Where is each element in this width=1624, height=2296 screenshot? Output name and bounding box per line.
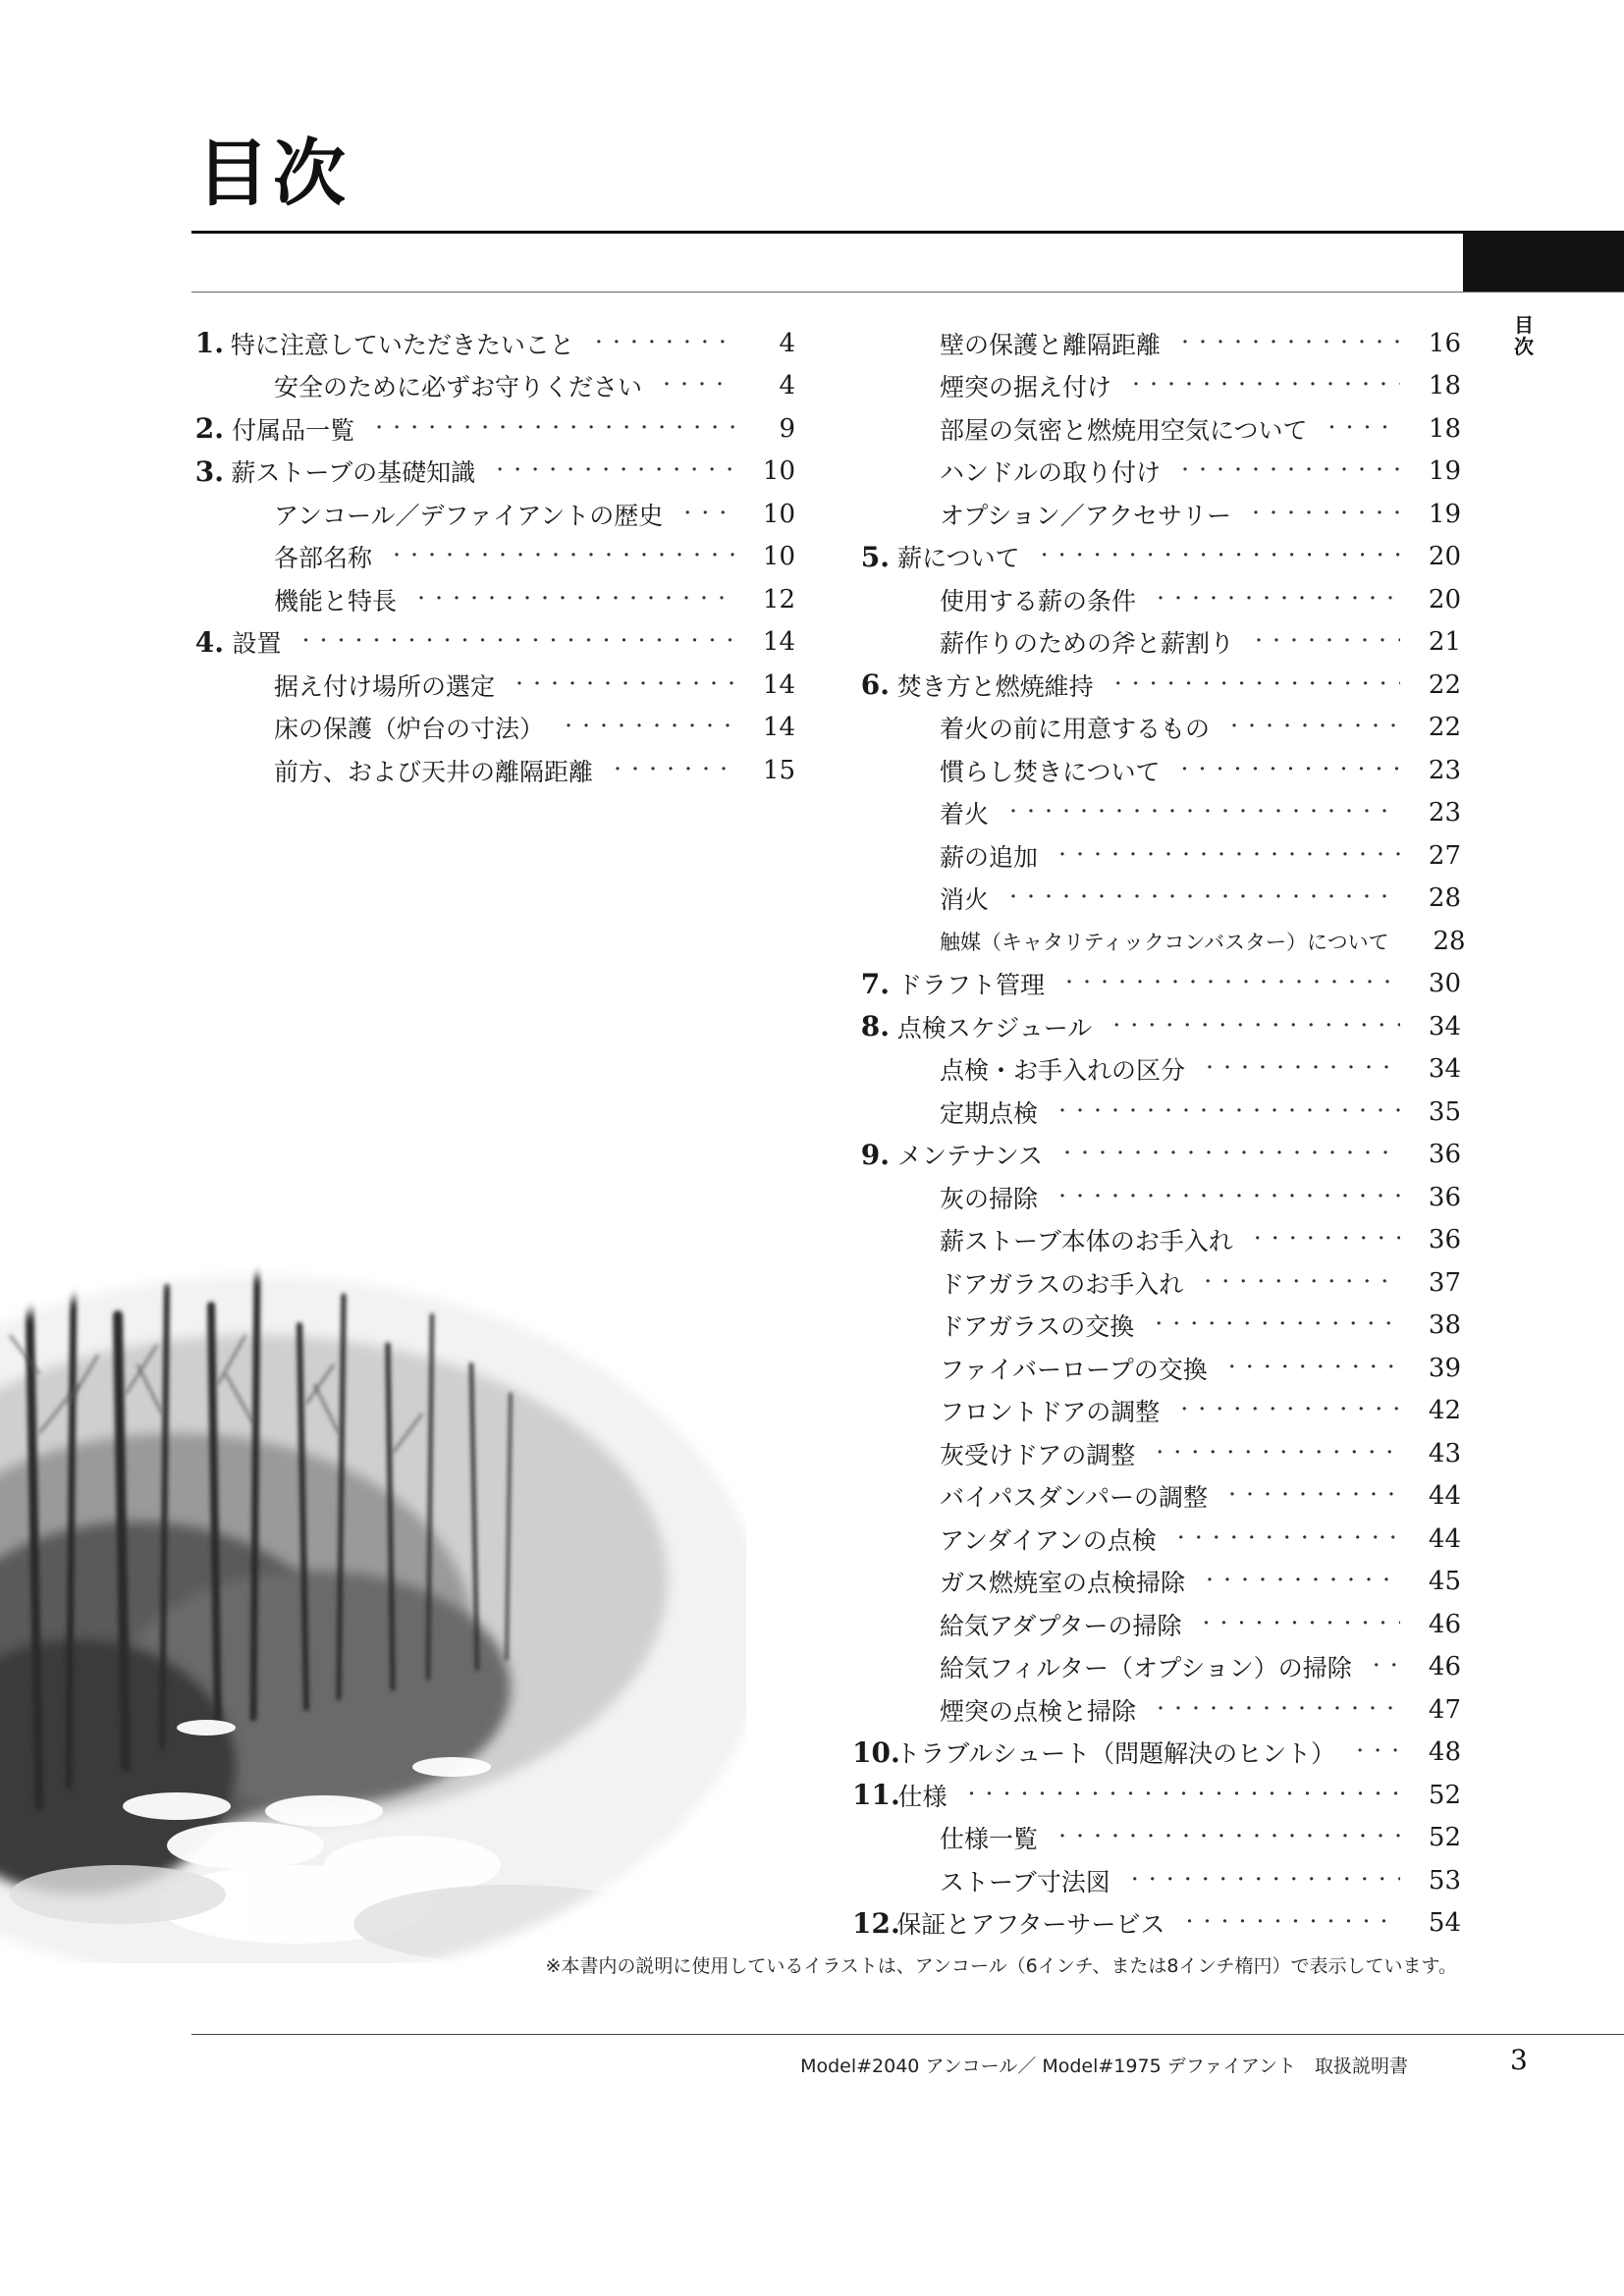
toc-leader-dots	[1247, 506, 1400, 523]
toc-page-number: 46	[1428, 1652, 1461, 1682]
toc-leader-dots	[1126, 1872, 1400, 1890]
toc-page-number: 23	[1428, 755, 1461, 785]
toc-entry-title: ストーブ寸法図	[940, 1867, 1110, 1896]
toc-leader-dots	[1223, 1360, 1400, 1377]
side-index-label	[1510, 314, 1538, 357]
toc-page-number: 36	[1428, 1182, 1461, 1212]
toc-entry-title: 点検スケジュール	[896, 1013, 1093, 1042]
toc-entry-title: アンダイアンの点検	[940, 1525, 1157, 1555]
toc-entry-title: 機能と特長	[274, 586, 398, 615]
toc-page-number: 52	[1428, 1823, 1461, 1853]
toc-page-number: 48	[1428, 1737, 1461, 1768]
illustration-footnote: ※本書内の説明に使用しているイラストは、アンコール（6インチ、または8インチ楕円）で表示しています。	[545, 1955, 1457, 1977]
toc-chapter-entry[interactable]	[852, 1732, 1461, 1775]
winter-forest-illustration	[0, 1256, 746, 1963]
toc-page-number: 34	[1428, 1054, 1461, 1085]
toc-section-entry[interactable]	[852, 1475, 1461, 1519]
toc-entry-title: ガス燃焼室の点検掃除	[940, 1569, 1186, 1598]
toc-chapter-number: 8.	[860, 1010, 890, 1043]
toc-entry-title: 据え付け場所の選定	[274, 671, 496, 701]
toc-section-entry[interactable]	[852, 1176, 1461, 1219]
toc-page-number: 10	[762, 542, 795, 572]
toc-chapter-number: 2.	[194, 412, 224, 446]
toc-leader-dots	[590, 335, 734, 352]
toc-page-number: 43	[1428, 1438, 1461, 1468]
toc-entry-title: メンテナンス	[896, 1142, 1043, 1171]
toc-section-entry[interactable]	[852, 451, 1461, 494]
toc-leader-dots	[370, 420, 734, 438]
toc-entry-title: 仕様一覧	[940, 1825, 1039, 1854]
toc-chapter-number: 11.	[852, 1779, 900, 1812]
toc-leader-dots	[1176, 335, 1400, 352]
toc-leader-dots	[1250, 633, 1400, 651]
toc-chapter-entry[interactable]	[187, 322, 795, 365]
toc-page-number: 9	[779, 413, 795, 444]
toc-section-entry[interactable]	[852, 1646, 1461, 1689]
toc-leader-dots	[1201, 1573, 1400, 1590]
toc-page-number: 14	[762, 627, 795, 658]
toc-chapter-number: 7.	[860, 967, 890, 1000]
toc-entry-title: 各部名称	[274, 544, 373, 573]
toc-entry-title: 慣らし焚きについて	[940, 757, 1161, 786]
toc-section-entry[interactable]	[187, 493, 795, 536]
toc-page-number: 38	[1428, 1310, 1461, 1341]
toc-page-number: 18	[1428, 371, 1461, 401]
toc-page-number: 19	[1428, 499, 1461, 529]
toc-entry-title: 仕様	[897, 1782, 947, 1811]
toc-page-number: 44	[1428, 1523, 1461, 1554]
toc-entry-title: 給気アダプターの掃除	[940, 1611, 1182, 1640]
toc-leader-dots	[1152, 591, 1400, 609]
toc-chapter-entry[interactable]	[852, 1902, 1461, 1946]
footer-model-title: Model#2040 アンコール／ Model#1975 デファイアント 取扱説明書	[800, 2056, 1408, 2077]
toc-entry-title: 使用する薪の条件	[940, 586, 1137, 615]
toc-entry-title: ハンドルの取り付け	[940, 458, 1162, 488]
toc-page-number: 23	[1428, 798, 1461, 828]
toc-chapter-number: 3.	[194, 454, 224, 488]
toc-section-entry[interactable]	[852, 1048, 1461, 1092]
toc-entry-title: 着火	[940, 800, 990, 829]
toc-page-number: 42	[1428, 1396, 1461, 1426]
toc-leader-dots	[298, 633, 734, 651]
toc-section-entry[interactable]	[852, 834, 1461, 878]
toc-page-number: 30	[1428, 969, 1461, 999]
toc-page-number: 22	[1428, 669, 1461, 700]
toc-section-entry[interactable]	[187, 536, 795, 579]
toc-entry-title: 着火の前に用意するもの	[940, 715, 1211, 744]
toc-entry-title: 消火	[940, 885, 990, 915]
toc-section-entry[interactable]	[852, 1390, 1461, 1433]
toc-entry-title: 安全のために必ずお守りください	[274, 373, 643, 402]
toc-entry-title: 床の保護（炉台の寸法）	[274, 715, 545, 744]
toc-section-entry[interactable]	[852, 1817, 1461, 1860]
toc-section-entry[interactable]	[852, 1219, 1461, 1262]
toc-entry-title: ドラフト管理	[896, 971, 1045, 1000]
toc-page-number: 28	[1428, 883, 1461, 914]
toc-page-number: 36	[1428, 1225, 1461, 1255]
toc-page-number: 10	[762, 499, 795, 529]
toc-chapter-entry[interactable]	[852, 536, 1461, 579]
toc-entry-title: 焚き方と燃焼維持	[896, 671, 1094, 701]
toc-leader-dots	[1127, 377, 1400, 395]
toc-chapter-number: 4.	[194, 625, 224, 659]
toc-leader-dots	[1004, 889, 1400, 907]
toc-leader-dots	[1351, 1743, 1400, 1761]
toc-leader-dots	[1324, 420, 1400, 438]
toc-page-number: 36	[1428, 1140, 1461, 1170]
toc-page-number: 14	[762, 713, 795, 743]
toc-page-number: 34	[1428, 1011, 1461, 1041]
toc-page-number: 19	[1428, 456, 1461, 487]
toc-entry-title: ファイバーロープの交換	[940, 1355, 1208, 1384]
page-number: 3	[1510, 2044, 1528, 2076]
toc-section-entry[interactable]	[852, 493, 1461, 536]
toc-leader-dots	[1201, 1060, 1400, 1078]
toc-leader-dots	[1054, 847, 1400, 865]
toc-section-entry[interactable]	[852, 1091, 1461, 1134]
toc-entry-title: トラブルシュート（問題解決のヒント）	[895, 1739, 1336, 1769]
toc-page-number: 54	[1428, 1908, 1461, 1939]
toc-page-number: 20	[1428, 542, 1461, 572]
toc-page-number: 16	[1428, 328, 1461, 358]
toc-chapter-entry[interactable]	[187, 451, 795, 494]
toc-leader-dots	[1004, 804, 1400, 822]
toc-section-entry[interactable]	[852, 1432, 1461, 1475]
toc-section-entry[interactable]	[187, 664, 795, 707]
toc-leader-dots	[412, 591, 734, 609]
toc-chapter-number: 12.	[852, 1906, 900, 1940]
toc-section-entry[interactable]	[852, 322, 1461, 365]
toc-leader-dots	[1198, 1616, 1400, 1633]
toc-leader-dots	[560, 719, 734, 736]
toc-entry-title: 薪の追加	[940, 842, 1039, 872]
toc-page-number: 39	[1428, 1353, 1461, 1383]
toc-section-entry[interactable]	[852, 1305, 1461, 1348]
toc-page-number: 4	[779, 371, 795, 401]
section-tab-marker	[1463, 234, 1624, 293]
toc-leader-dots	[1150, 1316, 1400, 1334]
side-index-char: 次	[1514, 335, 1534, 358]
toc-leader-dots	[1058, 1146, 1400, 1163]
toc-page-number: 37	[1428, 1267, 1461, 1298]
toc-leader-dots	[1223, 1487, 1400, 1505]
toc-section-entry[interactable]	[852, 1603, 1461, 1646]
toc-entry-title: 部屋の気密と燃焼用空気について	[940, 415, 1308, 445]
toc-chapter-number: 9.	[860, 1138, 890, 1171]
toc-section-entry[interactable]	[852, 878, 1461, 921]
toc-chapter-entry[interactable]	[852, 1774, 1461, 1817]
toc-chapter-entry[interactable]	[852, 664, 1461, 707]
toc-entry-title: 壁の保護と離隔距離	[940, 330, 1162, 359]
toc-page-number: 14	[762, 669, 795, 700]
toc-section-entry[interactable]	[852, 578, 1461, 621]
toc-chapter-number: 5.	[860, 540, 890, 573]
toc-section-entry[interactable]	[852, 707, 1461, 750]
toc-chapter-entry[interactable]	[187, 621, 795, 665]
toc-entry-title: 給気フィルター（オプション）の掃除	[940, 1654, 1352, 1683]
page-title: 目次	[196, 132, 350, 216]
toc-entry-title: 付属品一覧	[232, 415, 355, 445]
toc-entry-title: 触媒（キャタリティックコンバスター）について	[940, 930, 1389, 954]
toc-section-entry[interactable]	[852, 1688, 1461, 1732]
toc-leader-dots	[1225, 719, 1400, 736]
toc-page-number: 4	[779, 328, 795, 358]
toc-leader-dots	[1172, 1530, 1400, 1548]
toc-page-number: 44	[1428, 1481, 1461, 1512]
toc-page-number: 28	[1433, 926, 1466, 956]
toc-leader-dots	[963, 1787, 1400, 1804]
toc-page-number: 12	[762, 584, 795, 614]
toc-chapter-number: 6.	[860, 668, 890, 702]
toc-leader-dots	[388, 548, 734, 565]
toc-column-right	[852, 322, 1466, 1945]
toc-leader-dots	[1175, 1402, 1400, 1419]
toc-entry-title: 点検・お手入れの区分	[940, 1056, 1186, 1086]
toc-section-entry[interactable]	[852, 1859, 1461, 1902]
toc-chapter-entry[interactable]	[852, 1134, 1461, 1177]
toc-leader-dots	[491, 462, 734, 480]
toc-entry-title: 薪ストーブの基礎知識	[231, 458, 476, 488]
toc-leader-dots	[1054, 1829, 1400, 1846]
toc-entry-title: ドアガラスの交換	[940, 1312, 1135, 1342]
title-rule	[191, 231, 1624, 234]
toc-entry-title: オプション／アクセサリー	[940, 501, 1232, 530]
side-index-char: 目	[1514, 313, 1534, 337]
toc-page-number: 46	[1428, 1609, 1461, 1639]
toc-page-number: 45	[1428, 1567, 1461, 1597]
header-rule	[191, 292, 1624, 293]
toc-page-number: 52	[1428, 1780, 1461, 1810]
toc-leader-dots	[1108, 1018, 1400, 1036]
toc-section-entry[interactable]	[852, 1561, 1461, 1604]
toc-entry-title: 煙突の点検と掃除	[940, 1696, 1137, 1726]
toc-page-number: 22	[1428, 713, 1461, 743]
toc-leader-dots	[1152, 1701, 1400, 1719]
toc-leader-dots	[1054, 1189, 1400, 1206]
toc-leader-dots	[1054, 1103, 1400, 1121]
toc-leader-dots	[1151, 1445, 1400, 1463]
toc-page-number: 20	[1428, 584, 1461, 614]
toc-page-number: 53	[1428, 1865, 1461, 1896]
toc-chapter-entry[interactable]	[852, 963, 1461, 1006]
toc-page-number: 10	[762, 456, 795, 487]
toc-leader-dots	[1199, 1274, 1400, 1292]
toc-chapter-entry[interactable]	[852, 1005, 1461, 1048]
toc-entry-title: 特に注意していただきたいこと	[230, 330, 574, 359]
toc-chapter-number: 10.	[852, 1735, 900, 1769]
toc-leader-dots	[1176, 762, 1400, 779]
toc-entry-title: 設置	[232, 629, 282, 659]
toc-section-entry[interactable]	[852, 920, 1466, 963]
toc-page-number: 21	[1428, 627, 1461, 658]
toc-entry-title: 保証とアフターサービス	[896, 1910, 1165, 1940]
toc-entry-title: 薪ストーブ本体のお手入れ	[940, 1227, 1233, 1256]
toc-section-entry[interactable]	[852, 1518, 1461, 1561]
toc-section-entry[interactable]	[852, 621, 1461, 665]
toc-page-number: 47	[1428, 1694, 1461, 1725]
toc-section-entry[interactable]	[852, 407, 1461, 451]
toc-page-number: 27	[1428, 840, 1461, 871]
toc-column-left	[187, 322, 795, 792]
toc-page-number: 18	[1428, 413, 1461, 444]
toc-entry-title: 灰受けドアの調整	[940, 1440, 1136, 1469]
toc-section-entry[interactable]	[852, 749, 1461, 792]
toc-leader-dots	[1110, 676, 1400, 694]
toc-section-entry[interactable]	[852, 792, 1461, 835]
toc-entry-title: 前方、および天井の離隔距離	[274, 757, 594, 786]
toc-entry-title: 煙突の据え付け	[940, 373, 1112, 402]
toc-section-entry[interactable]	[852, 1347, 1461, 1390]
toc-entry-title: ドアガラスのお手入れ	[940, 1269, 1184, 1299]
toc-leader-dots	[1181, 1914, 1400, 1932]
toc-entry-title: 薪作りのための斧と薪割り	[940, 629, 1235, 659]
toc-leader-dots	[1036, 548, 1400, 565]
footer-rule	[191, 2034, 1624, 2035]
toc-entry-title: フロントドアの調整	[940, 1398, 1161, 1427]
toc-leader-dots	[511, 676, 734, 694]
toc-section-entry[interactable]	[852, 365, 1461, 408]
toc-section-entry[interactable]	[187, 749, 795, 792]
toc-leader-dots	[1368, 1658, 1400, 1676]
toc-page-number: 15	[762, 755, 795, 785]
toc-page-number: 35	[1428, 1096, 1461, 1127]
toc-section-entry[interactable]	[852, 1261, 1461, 1305]
toc-leader-dots	[658, 377, 734, 395]
toc-section-entry[interactable]	[187, 707, 795, 750]
toc-leader-dots	[1060, 975, 1400, 992]
toc-leader-dots	[678, 506, 734, 523]
toc-entry-title: 灰の掃除	[940, 1184, 1039, 1213]
toc-leader-dots	[1176, 462, 1400, 480]
toc-entry-title: バイパスダンパーの調整	[940, 1483, 1209, 1513]
toc-chapter-entry[interactable]	[187, 407, 795, 451]
toc-entry-title: 薪について	[897, 544, 1020, 573]
toc-leader-dots	[609, 762, 734, 779]
toc-leader-dots	[1249, 1231, 1400, 1249]
toc-entry-title: 定期点検	[940, 1098, 1039, 1128]
toc-section-entry[interactable]	[187, 365, 795, 408]
toc-entry-title: アンコール／デファイアントの歴史	[274, 501, 664, 530]
toc-chapter-number: 1.	[194, 327, 224, 360]
toc-section-entry[interactable]	[187, 578, 795, 621]
